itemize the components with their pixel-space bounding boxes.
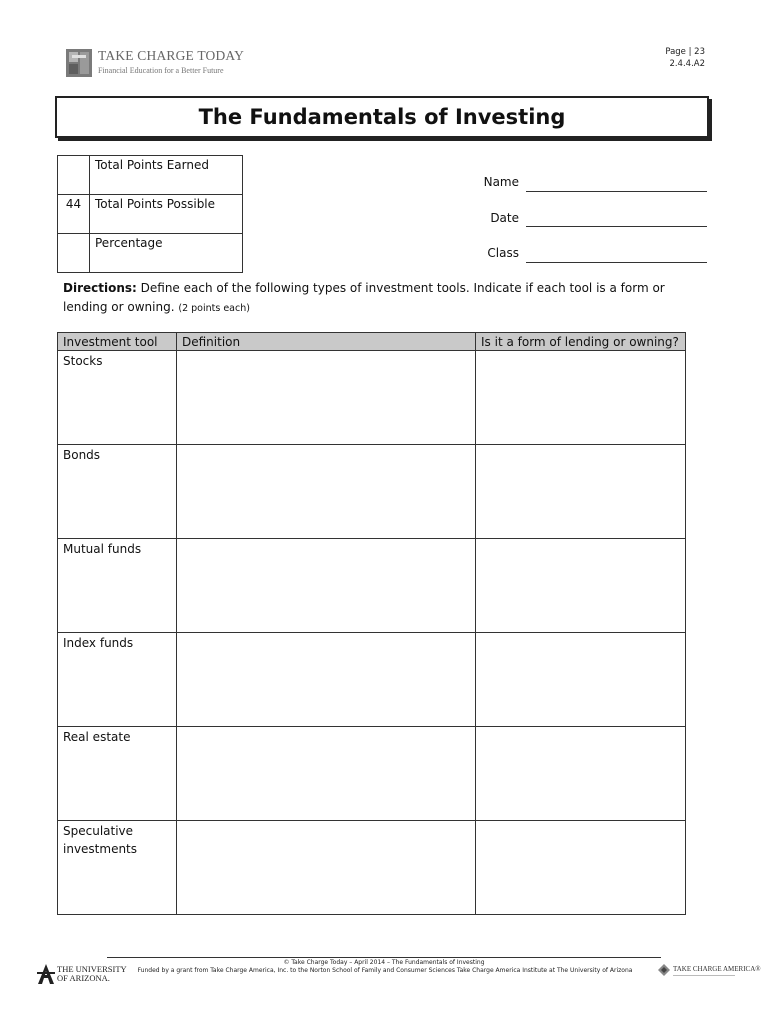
column-header-lending-owning: Is it a form of lending or owning? [476,333,686,351]
table-row [58,539,686,633]
tool-name: Bonds [58,445,177,539]
table-row [58,351,686,445]
table-row [58,821,686,915]
take-charge-america-tagline [673,975,735,976]
class-field[interactable] [526,262,707,263]
table-row [58,633,686,727]
lending-owning-cell[interactable] [476,351,686,445]
ua-line-1: THE UNIVERSITY [57,964,127,974]
definition-cell[interactable] [177,633,476,727]
name-field[interactable] [526,191,707,192]
date-label: Date [490,211,519,225]
tool-name: Mutual funds [58,539,177,633]
university-of-arizona-a-icon [36,963,56,985]
definition-cell[interactable] [177,351,476,445]
points-possible-label: Total Points Possible [90,195,243,234]
footer-funding: Funded by a grant from Take Charge America, Inc. to the Norton School of Family and Consumer Sciences Take Charge America Institute at The University of Arizona [137,967,633,974]
column-header-definition: Definition [177,333,476,351]
take-charge-today-logo-icon [66,49,92,77]
lending-owning-cell[interactable] [476,445,686,539]
logo-name: TAKE CHARGE TODAY [98,48,245,63]
ua-line-2: OF ARIZONA. [57,973,110,983]
class-label: Class [487,246,519,260]
tool-name: Stocks [58,351,177,445]
page-label: Page | 23 [665,47,705,57]
definition-cell[interactable] [177,539,476,633]
university-of-arizona-wordmark [57,965,127,983]
page-number-block [665,46,705,70]
table-row [58,445,686,539]
percentage-label: Percentage [90,234,243,273]
column-header-tool: Investment tool [58,333,177,351]
directions-lead: Directions: [63,281,137,295]
footer-copyright: © Take Charge Today – April 2014 – The Fundamentals of Investing [283,959,485,966]
tool-name: Speculative investments [58,821,177,915]
points-row [58,156,243,195]
points-table [57,155,243,273]
footer-divider [107,957,661,958]
name-label: Name [483,175,519,189]
points-note: (2 points each) [178,303,250,314]
table-header-row [58,333,686,351]
lending-owning-cell[interactable] [476,727,686,821]
doc-code: 2.4.4.A2 [669,59,705,69]
definition-cell[interactable] [177,727,476,821]
directions-text: Define each of the following types of investment tools. Indicate if each tool is a form or lending or owning. [63,281,665,314]
points-earned-label: Total Points Earned [90,156,243,195]
definition-cell[interactable] [177,445,476,539]
logo-tagline: Financial Education for a Better Future [98,66,224,75]
points-possible-value: 44 [58,195,90,234]
definition-cell[interactable] [177,821,476,915]
table-row [58,727,686,821]
lending-owning-cell[interactable] [476,821,686,915]
tool-name: Index funds [58,633,177,727]
date-field[interactable] [526,226,707,227]
lending-owning-cell[interactable] [476,633,686,727]
points-row [58,234,243,273]
investment-table [57,332,686,915]
take-charge-america-wordmark: TAKE CHARGE AMERICA® [673,965,761,973]
tool-name: Real estate [58,727,177,821]
page-title: The Fundamentals of Investing [55,96,709,138]
percentage-value[interactable] [58,234,90,273]
points-row [58,195,243,234]
points-earned-value[interactable] [58,156,90,195]
directions [63,279,703,318]
take-charge-america-icon [657,963,671,977]
lending-owning-cell[interactable] [476,539,686,633]
